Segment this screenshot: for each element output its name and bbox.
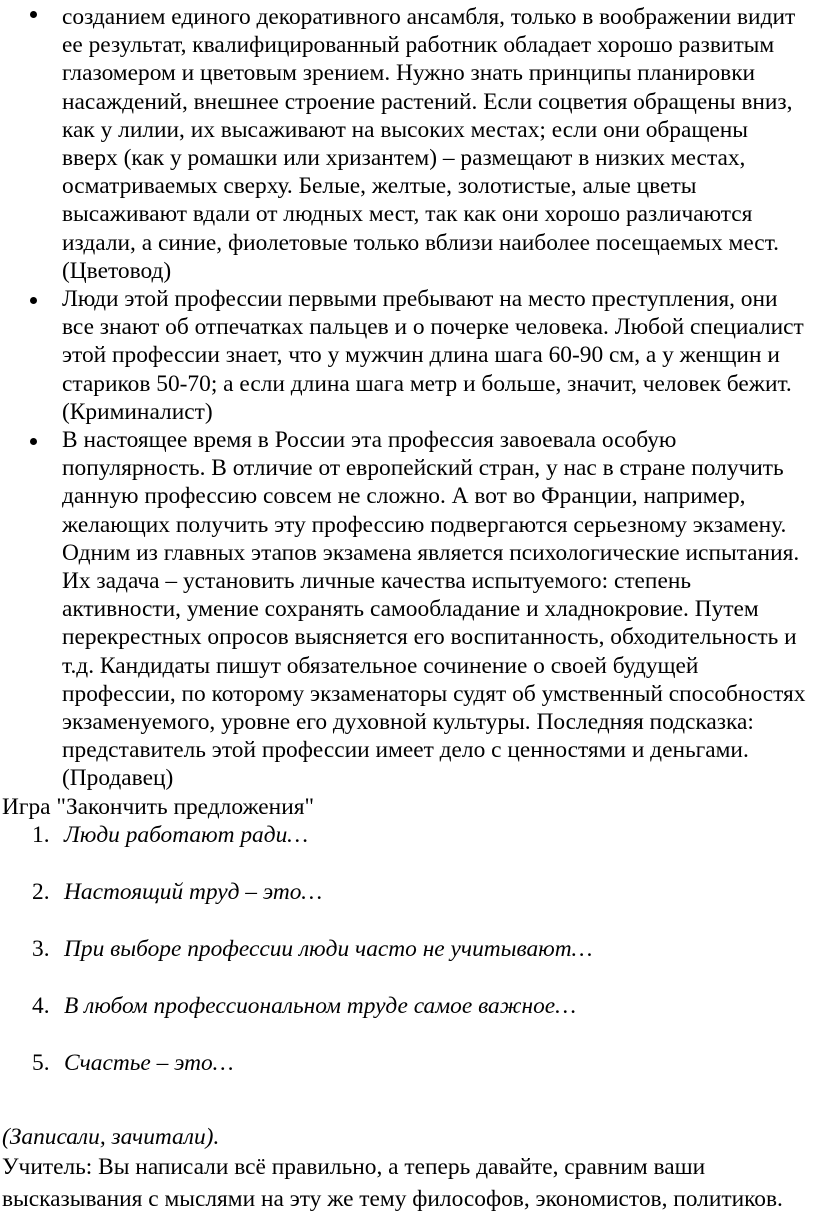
bullet-text: Люди этой профессии первыми пребывают на место преступления, они все знают об отпечатках пальцев и о почерке человека. Любой специалист этой профессии знает, что у мужчин длина шага 60-90 см, а у женщин и стариков 50-70; а если длина шага метр и больше, значит, человек бежит. (Криминалист) (62, 286, 804, 425)
list-item (0, 1049, 816, 1106)
bullet-icon (30, 438, 37, 445)
bullet-icon (30, 297, 37, 304)
item-number: 4. (32, 992, 50, 1019)
item-text: В любом профессиональном труде самое важное… (64, 992, 576, 1019)
list-item (0, 935, 816, 992)
list-item (0, 0, 816, 285)
bullet-icon (30, 11, 37, 18)
list-item (0, 821, 816, 878)
game-list (0, 821, 816, 1106)
item-number: 3. (32, 935, 50, 962)
game-title: Игра "Закончить предложения" (2, 793, 315, 820)
teacher-paragraph: Учитель: Вы написали всё правильно, а теперь давайте, сравним ваши высказывания с мыслями на эту же тему философов, экономистов, политиков. (2, 1153, 783, 1212)
item-text: Счастье – это… (64, 1049, 234, 1076)
list-item (0, 878, 816, 935)
list-item (0, 992, 816, 1049)
item-number: 1. (32, 821, 50, 848)
bullet-text: созданием единого декоративного ансамбля, только в воображении видит ее результат, квалифицированный работник обладает хорошо развитым глазомером и цветовым зрением. Нужно знать принципы планировки насаждений, внешнее строение растений. Если соцветия обращены вниз, как у лилии, их высаживают на высоких местах; если они обращены вверх (как у ромашки или хризантем) – размещают в низких местах, осматриваемых сверху. Белые, желтые, золотистые, алые цветы высаживают вдали от людных мест, так как они хорошо различаются издали, а синие, фиолетовые только вблизи наиболее посещаемых мест. (Цветовод) (62, 4, 796, 284)
item-text: Настоящий труд – это… (64, 878, 323, 905)
item-text: Люди работают ради… (64, 821, 309, 848)
item-text: При выборе профессии люди часто не учитывают… (64, 935, 593, 962)
list-item (0, 285, 816, 426)
note-text: (Записали, зачитали). (2, 1123, 220, 1150)
bullet-text: В настоящее время в России эта профессия завоевала особую популярность. В отличие от европейский стран, у нас в стране получить данную профессию совсем не сложно. А вот во Франции, например, желающих получить эту профессию подвергаются серьезному экзамену. Одним из главных этапов экзамена является психологические испытания. Их задача – установить личные качества испытуемого: степень активности, умение сохранять самообладание и хладнокровие. Путем перекрестных опросов выясняется его воспитанность, обходительность и т.д. Кандидаты пишут обязательное сочинение о своей будущей профессии, по которому экзаменаторы судят об умственный способностях экзаменуемого, уровне его духовной культуры. Последняя подсказка: представитель этой профессии имеет дело с ценностями и деньгами. (Продавец) (62, 427, 806, 792)
item-number: 2. (32, 878, 50, 905)
item-number: 5. (32, 1049, 50, 1076)
list-item (0, 426, 816, 793)
